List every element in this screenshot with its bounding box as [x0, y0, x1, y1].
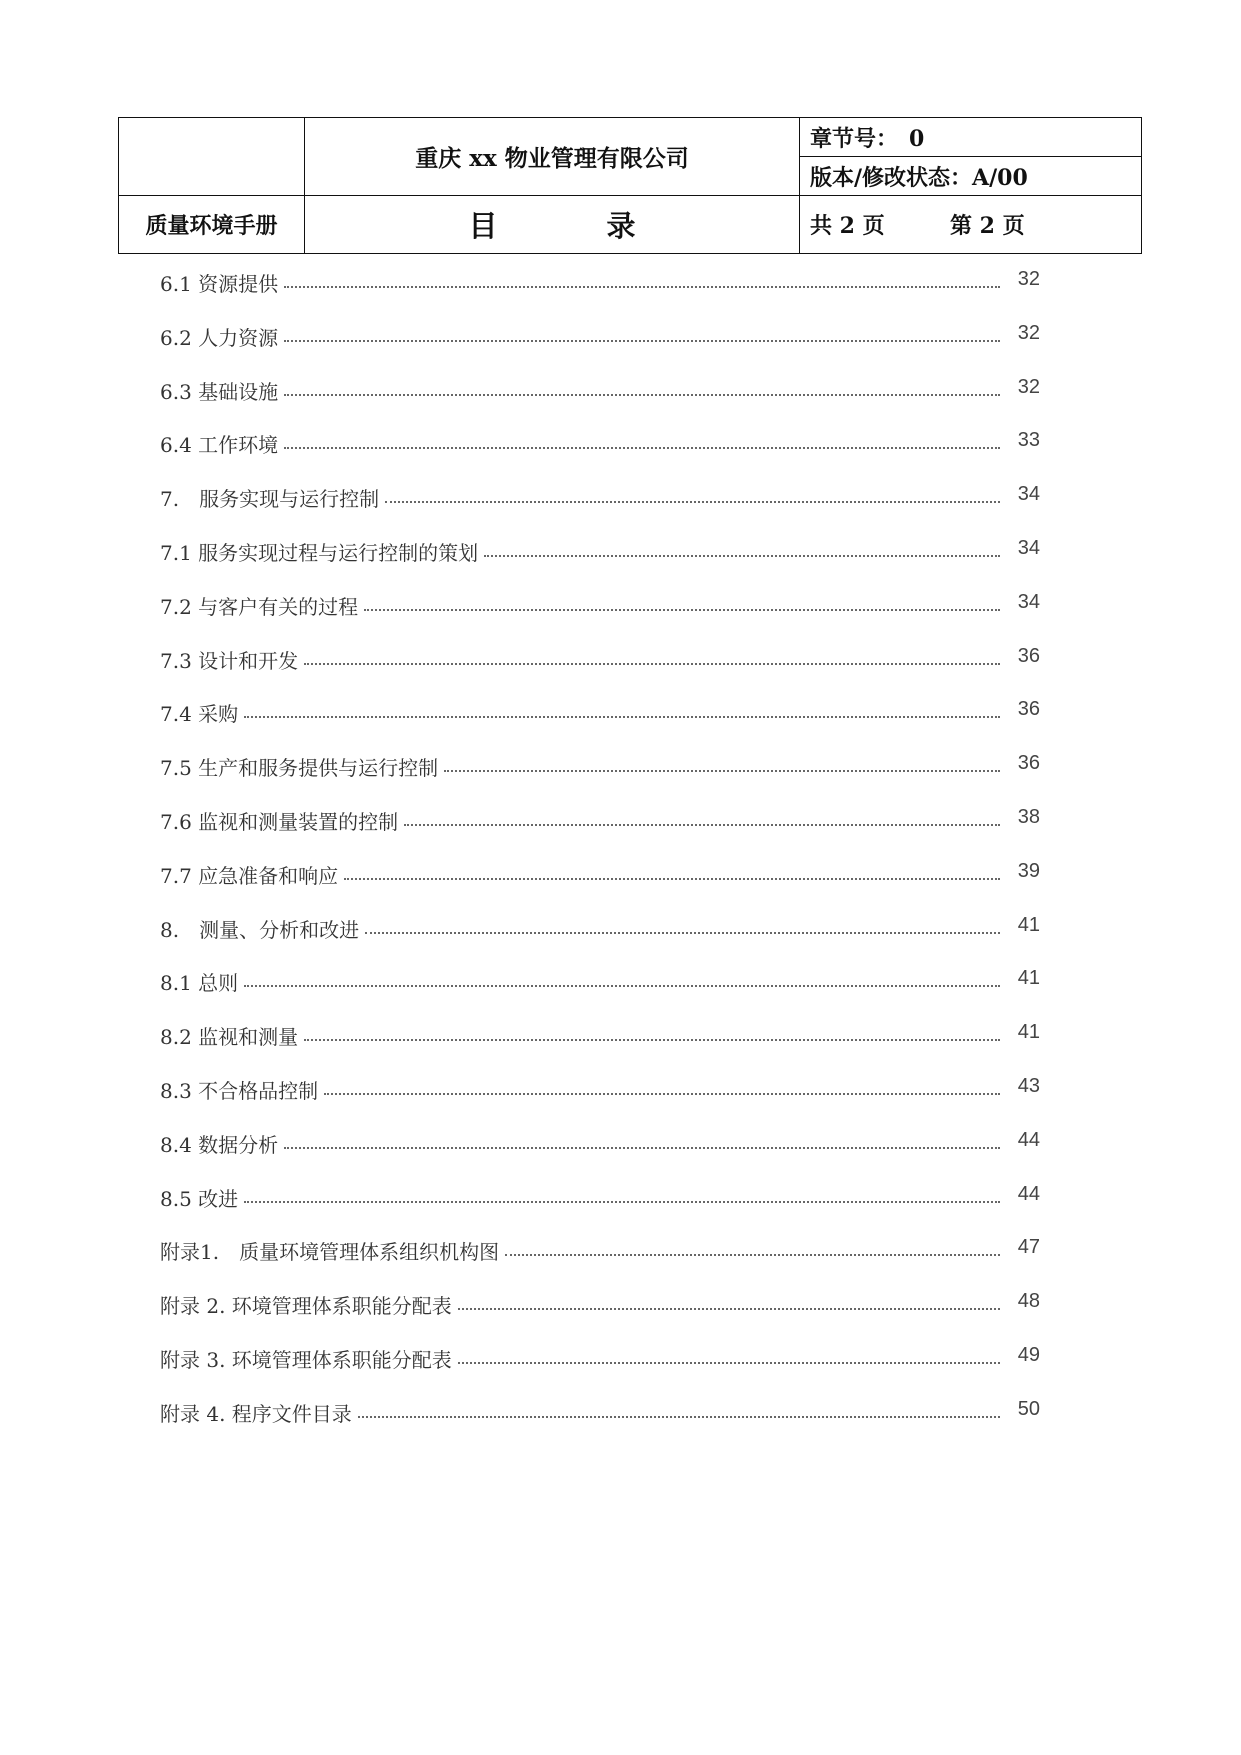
toc-entry-label: 8.1 总则	[160, 967, 240, 996]
toc-leader-dots	[365, 914, 1000, 934]
toc-leader-dots	[404, 806, 1000, 826]
toc-entry[interactable]	[160, 967, 1040, 1021]
current-page: 第 2 页	[949, 213, 1025, 239]
toc-entry[interactable]	[160, 1236, 1040, 1290]
toc-leader-dots	[385, 483, 1000, 503]
total-pages: 共 2 页	[810, 213, 885, 239]
toc-entry-label: 8.2 监视和测量	[160, 1021, 300, 1050]
toc-leader-dots	[244, 967, 1000, 987]
page-count	[800, 196, 1142, 254]
toc-entry[interactable]	[160, 914, 1040, 968]
version-status: 版本/修改状态：A/00	[800, 157, 1142, 196]
toc-leader-dots	[304, 1021, 1000, 1041]
company-name: 重庆 xx 物业管理有限公司	[305, 118, 800, 196]
toc-leader-dots	[358, 1398, 1000, 1418]
toc-entry-label: 6.2 人力资源	[160, 322, 280, 351]
toc-entry-page: 41	[1017, 967, 1040, 990]
toc-entry[interactable]	[160, 645, 1040, 699]
toc-entry-label: 8.4 数据分析	[160, 1129, 280, 1158]
toc-entry-page: 48	[1017, 1290, 1040, 1313]
toc-entry[interactable]	[160, 860, 1040, 914]
toc-leader-dots	[284, 429, 1000, 449]
toc-entry-label: 8. 测量、分析和改进	[160, 914, 361, 943]
toc-entry[interactable]	[160, 322, 1040, 376]
toc-entry-label: 附录 2. 环境管理体系职能分配表	[160, 1290, 454, 1319]
toc-entry-label: 附录1. 质量环境管理体系组织机构图	[160, 1236, 501, 1265]
toc-entry-page: 44	[1017, 1182, 1040, 1205]
toc-entry-label: 7.3 设计和开发	[160, 645, 300, 674]
toc-entry-page: 39	[1017, 859, 1040, 882]
toc-leader-dots	[244, 698, 1000, 718]
toc-entry-label: 7.2 与客户有关的过程	[160, 591, 360, 620]
toc-entry[interactable]	[160, 483, 1040, 537]
toc-entry-page: 33	[1017, 429, 1040, 452]
toc-leader-dots	[458, 1290, 1000, 1310]
toc-entry-page: 49	[1017, 1343, 1040, 1366]
toc-entry-page: 50	[1017, 1397, 1040, 1420]
toc-entry-label: 6.1 资源提供	[160, 268, 280, 297]
toc-entry-label: 7.7 应急准备和响应	[160, 860, 340, 889]
toc-entry-label: 附录 3. 环境管理体系职能分配表	[160, 1344, 454, 1373]
manual-name: 质量环境手册	[119, 196, 305, 254]
toc-entry[interactable]	[160, 1129, 1040, 1183]
toc-entry-page: 41	[1017, 1021, 1040, 1044]
toc-entry[interactable]	[160, 1183, 1040, 1237]
toc-entry-page: 36	[1017, 644, 1040, 667]
toc-entry-label: 6.3 基础设施	[160, 376, 280, 405]
toc-leader-dots	[284, 1129, 1000, 1149]
toc-entry-page: 47	[1017, 1236, 1040, 1259]
toc-entry-label: 8.3 不合格品控制	[160, 1075, 320, 1104]
toc-entry[interactable]	[160, 1075, 1040, 1129]
toc-entry-page: 32	[1017, 268, 1040, 290]
toc-entry[interactable]	[160, 376, 1040, 430]
toc-entry[interactable]	[160, 537, 1040, 591]
toc-entry-label: 7.1 服务实现过程与运行控制的策划	[160, 537, 480, 566]
toc-entry-page: 32	[1017, 375, 1040, 398]
toc-entry[interactable]	[160, 429, 1040, 483]
toc-entry-page: 34	[1017, 590, 1040, 613]
toc-entry[interactable]	[160, 1344, 1040, 1398]
toc-leader-dots	[484, 537, 1000, 557]
toc-entry[interactable]	[160, 1398, 1040, 1452]
toc-leader-dots	[284, 376, 1000, 396]
toc-entry-label: 6.4 工作环境	[160, 429, 280, 458]
toc-entry[interactable]	[160, 268, 1040, 322]
toc-leader-dots	[284, 322, 1000, 342]
toc-leader-dots	[284, 268, 1000, 288]
toc-leader-dots	[458, 1344, 1000, 1364]
toc-leader-dots	[444, 752, 1000, 772]
toc-entry[interactable]	[160, 698, 1040, 752]
toc-entry-label: 附录 4. 程序文件目录	[160, 1398, 354, 1427]
toc-entry-label: 7. 服务实现与运行控制	[160, 483, 381, 512]
doc-title: 目 录	[305, 196, 800, 254]
header-blank-cell	[119, 118, 305, 196]
toc-entry-label: 8.5 改进	[160, 1183, 240, 1212]
toc-entry-label: 7.6 监视和测量装置的控制	[160, 806, 400, 835]
table-of-contents	[160, 268, 1040, 1452]
toc-entry[interactable]	[160, 1021, 1040, 1075]
chapter-number: 章节号： 0	[800, 118, 1142, 157]
toc-leader-dots	[324, 1075, 1000, 1095]
toc-leader-dots	[304, 645, 1000, 665]
toc-leader-dots	[244, 1183, 1000, 1203]
toc-entry-page: 38	[1017, 805, 1040, 828]
toc-entry-page: 43	[1017, 1074, 1040, 1097]
toc-entry-page: 32	[1017, 321, 1040, 344]
toc-entry-page: 34	[1017, 483, 1040, 506]
document-header-table	[118, 117, 1142, 254]
toc-entry[interactable]	[160, 591, 1040, 645]
toc-entry[interactable]	[160, 1290, 1040, 1344]
toc-entry-label: 7.5 生产和服务提供与运行控制	[160, 752, 440, 781]
toc-entry-page: 34	[1017, 536, 1040, 559]
toc-entry-page: 36	[1017, 698, 1040, 721]
toc-leader-dots	[505, 1236, 1000, 1256]
toc-entry-label: 7.4 采购	[160, 698, 240, 727]
toc-leader-dots	[344, 860, 1000, 880]
toc-entry-page: 44	[1017, 1128, 1040, 1151]
toc-entry-page: 41	[1017, 913, 1040, 936]
toc-leader-dots	[364, 591, 1000, 611]
toc-entry[interactable]	[160, 752, 1040, 806]
toc-entry-page: 36	[1017, 752, 1040, 775]
toc-entry[interactable]	[160, 806, 1040, 860]
